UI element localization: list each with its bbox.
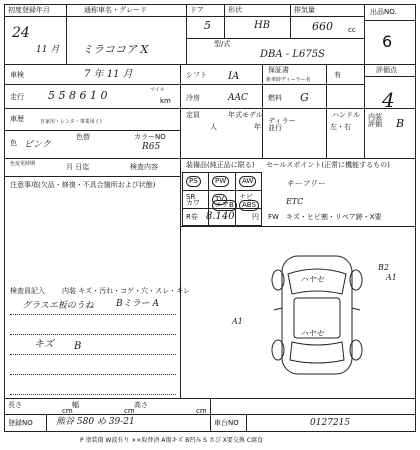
col-divider: [186, 4, 187, 64]
warranty-mark: 有: [334, 71, 341, 79]
footer-legend: P 塗装傷 W波有り ××取替済 A傷キズ B凹み S さび X要交換 C腐食: [80, 437, 263, 444]
inspector-note-1: グラスエ板のうね: [22, 301, 94, 311]
exhibit-no-label: 出品NO.: [370, 8, 397, 16]
col-divider: [290, 4, 291, 38]
model-grade-value: ミラココア X: [82, 43, 149, 56]
ac-value: AAC: [228, 93, 248, 103]
diagram-mark-4: B2: [378, 263, 389, 272]
r-label: R券: [186, 213, 198, 221]
car-diagram: [232, 240, 402, 390]
col-divider: [180, 64, 181, 158]
notes-title: 注意事項(欠品・修復・不具合箇所および状態): [10, 181, 156, 189]
first-reg-month: 11 月: [36, 45, 60, 55]
color-change-content: 検査内容: [130, 163, 158, 171]
col-divider: [326, 64, 327, 158]
equipment-item: AW: [239, 176, 256, 187]
interior-label: 内装評価: [368, 113, 382, 128]
sales-point-2: ETC: [286, 197, 304, 206]
year-model-value: 年: [254, 123, 261, 131]
type-value: DBA - L675S: [260, 49, 325, 60]
equipment-item: エアB: [212, 200, 237, 211]
row-divider: [4, 158, 416, 159]
row-divider: [4, 64, 416, 65]
fw-label: FW: [268, 213, 279, 221]
col-divider: [180, 158, 181, 398]
mileage-label: 走行: [10, 93, 24, 101]
inspector-note-3: キズ: [34, 339, 54, 350]
capacity-unit: 人: [210, 123, 217, 131]
note-line: [10, 314, 176, 315]
length-label: 長さ: [8, 401, 22, 409]
interior-value: B: [396, 117, 405, 130]
note-line: [10, 334, 176, 335]
row-divider: [4, 108, 416, 109]
diagram-mark-2: ハヤセ: [300, 329, 324, 338]
inspector-note-2: Bミラー A: [116, 299, 159, 309]
door-label: ドア: [190, 6, 204, 14]
equipment-item: PS: [186, 176, 201, 187]
col-divider: [364, 4, 365, 64]
inspection-value: 7 年 11 月: [84, 69, 133, 80]
inspector-options: 内装 キズ・汚れ・コゲ・穴・スレ・キレ: [62, 287, 191, 295]
equipment-item: PW: [212, 176, 229, 187]
inspection-label: 車検: [10, 71, 24, 79]
inspector-note-4: B: [74, 341, 82, 352]
equipment-item: TV: [212, 194, 227, 205]
sales-point-1: キーフリー: [286, 179, 326, 188]
history-options: 自家用・レンタ・事業用 ( ): [40, 119, 102, 125]
shape-label: 形状: [228, 6, 242, 14]
fuel-label: 燃料: [268, 94, 282, 102]
fuel-value: G: [300, 91, 309, 104]
width-unit: cm: [124, 407, 135, 415]
equipment-title: 装備品(純正品に限る): [186, 161, 255, 169]
handle-value: 左・右: [330, 123, 351, 131]
score-value: 4: [382, 88, 395, 112]
col-divider: [364, 64, 365, 158]
row-divider: [4, 176, 180, 177]
color-no-value: R65: [142, 142, 161, 152]
row-divider: [364, 76, 416, 77]
handle-label: ハンドル: [332, 111, 360, 119]
row-divider: [4, 130, 180, 131]
row-divider: [4, 16, 186, 17]
year-model-label: 年式モデル: [228, 111, 263, 119]
col-divider: [46, 414, 47, 432]
diagram-mark-5: A1: [386, 273, 397, 282]
note-line: [10, 394, 176, 395]
cc-unit: cc: [348, 26, 356, 34]
row-divider: [186, 38, 364, 39]
note-line: [10, 354, 176, 355]
displacement-value: 660: [312, 20, 333, 33]
row-divider: [364, 20, 416, 21]
r-unit: 円: [252, 213, 259, 221]
color-value: ピンク: [24, 140, 51, 150]
diagram-mark-3: A1: [232, 317, 243, 326]
col-divider: [246, 414, 247, 432]
length-unit: cm: [62, 407, 73, 415]
score-label: 評価点: [376, 66, 397, 74]
height-unit: cm: [196, 407, 207, 415]
col-divider: [235, 172, 236, 226]
col-divider: [210, 398, 211, 432]
color-change-date: 月 日迄: [66, 163, 90, 171]
chassis-no-value: 0127215: [310, 418, 351, 428]
inspector-label: 検査員記入: [10, 287, 45, 295]
dealer-label: ディラー並行: [268, 117, 296, 132]
r-value: 8.140: [206, 211, 235, 222]
mileage-side: マイル: [150, 87, 165, 93]
mileage-unit: km: [160, 97, 171, 105]
door-value: 5: [204, 19, 211, 32]
reg-no-label: 登録NO: [8, 419, 33, 427]
fw-options: キズ・ヒビ割・リペア跡・X要: [286, 213, 382, 221]
row-divider: [4, 84, 364, 85]
col-divider: [224, 4, 225, 38]
chassis-no-label: 車台NO: [214, 419, 239, 427]
capacity-label: 定員: [186, 111, 200, 119]
first-reg-year: 24: [12, 25, 30, 41]
row-divider: [186, 16, 364, 17]
first-reg-label: 初度登録年月: [8, 6, 50, 14]
shift-value: IA: [228, 71, 240, 82]
color-no-label: カラーNO: [134, 133, 166, 141]
model-grade-label: 通称車名・グレード: [84, 6, 147, 14]
color-change-label: 色替: [76, 133, 90, 141]
row-divider: [182, 190, 262, 191]
type-label: 型/式: [214, 40, 231, 48]
row-divider: [180, 226, 416, 227]
sales-title: セールスポイント(正常に機能するもの): [266, 161, 390, 169]
mileage-value: 5 5 8 6 1 0: [48, 89, 108, 102]
col-divider: [66, 4, 67, 64]
shape-value: HB: [254, 20, 271, 31]
warranty-sub: 新車時ディーラー名: [266, 77, 311, 83]
reg-no-value: 熊谷 580 め 39-21: [56, 417, 135, 427]
equipment-item: ABS: [239, 200, 259, 211]
color-label: 色: [10, 139, 17, 147]
equipment-item: SR: [186, 193, 196, 201]
displacement-label: 排気量: [294, 6, 315, 14]
equipment-item: ナビ: [239, 193, 253, 201]
shift-label: シフト: [186, 71, 207, 79]
color-change-date-label: 色変更時期: [10, 161, 36, 167]
warranty-label: 保証書: [268, 66, 289, 74]
equipment-item: カワ: [186, 199, 200, 207]
history-label: 車歴: [10, 115, 24, 123]
width-label: 幅: [72, 401, 79, 409]
diagram-mark-1: ハヤセ: [300, 275, 324, 284]
note-line: [10, 374, 176, 375]
exhibit-no-value: 6: [382, 32, 393, 51]
height-label: 高さ: [134, 401, 148, 409]
ac-label: 冷房: [186, 94, 200, 102]
